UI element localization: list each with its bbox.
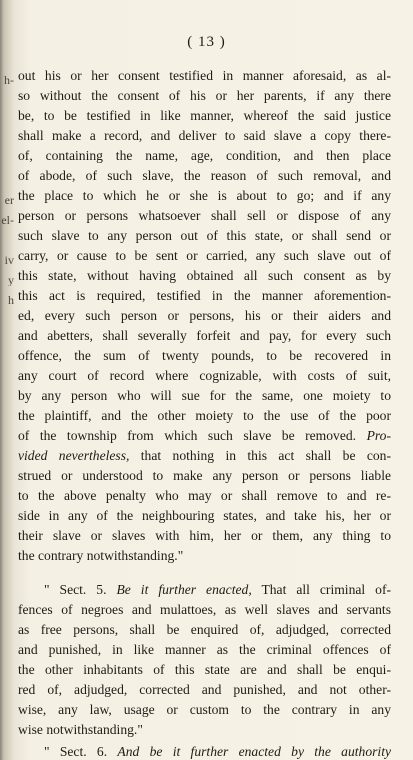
section-label: " Sect. 6. — [44, 744, 108, 759]
section-heading-line — [18, 742, 391, 760]
text-line: the plaintiff, and the other moiety to the use of the poor — [18, 408, 391, 423]
text-line: to the above penalty who may or shall remove to and re- — [18, 488, 391, 503]
text-line: out his or her consent testified in manner aforesaid, as al- — [18, 68, 391, 83]
text-line: shall make a record, and deliver to said slave a copy there- — [18, 128, 391, 143]
text-line-run: That all criminal of- — [251, 582, 391, 597]
text-line: side in any of the neighbouring states, and take his, her or — [18, 508, 391, 523]
text-line: such slave to any person out of this state, or shall send or — [18, 228, 391, 243]
text-line: of, containing the name, age, condition, and then place — [18, 148, 391, 163]
text-line: so without the consent of his or her parents, if any there — [18, 88, 391, 103]
text-line-run: that nothing in this act shall be con- — [129, 448, 391, 463]
text-line: person or persons whatsoever shall sell or dispose of any — [18, 208, 391, 223]
text-line: any court of record where cognizable, with costs of suit, — [18, 368, 391, 383]
text-line: wise notwithstanding." — [18, 722, 143, 737]
text-line: their slave or slaves with him, her or them, any thing to — [18, 528, 391, 543]
text-line: the place to which he or she is about to go; and if any — [18, 188, 391, 203]
text-line: this state, without having obtained all such consent as by — [18, 268, 391, 283]
text-line: and abetters, shall severally forfeit and pay, for every such — [18, 328, 391, 343]
margin-fragment: h- — [4, 74, 14, 86]
text-line: this act is required, testified in the manner aforemention- — [18, 288, 391, 303]
margin-fragment: h — [8, 294, 14, 306]
text-line: strued or understood to make any person or persons liable — [18, 468, 391, 483]
margin-fragment: y — [8, 274, 14, 286]
text-line — [18, 446, 391, 466]
text-line: the other inhabitants of this state are and shall be enqui- — [18, 662, 391, 677]
text-line: and punished, in like manner as the criminal offences of — [18, 642, 391, 657]
section-heading-line — [18, 580, 391, 600]
text-line: as free persons, shall be enquired of, adjudged, corrected — [18, 622, 391, 637]
text-line: be, to be testified in like manner, whereof the said justice — [18, 108, 391, 123]
italic-run: vided nevertheless, — [18, 448, 130, 463]
text-line: the contrary notwithstanding." — [18, 548, 184, 563]
italic-run: Be it further enacted, — [116, 582, 252, 597]
margin-fragment: er — [4, 194, 14, 206]
text-line: red of, adjudged, corrected and punished, and not other- — [18, 682, 391, 697]
text-line — [18, 426, 391, 446]
text-line: ed, every such person or persons, his or their aiders and — [18, 308, 391, 323]
text-line: offence, the sum of twenty pounds, to be recovered in — [18, 348, 391, 363]
facing-page-margin — [0, 60, 14, 740]
margin-fragment: iv — [4, 254, 14, 266]
text-line: by any person who will sue for the same, one moiety to — [18, 388, 391, 403]
page-number: ( 13 ) — [187, 34, 226, 50]
text-line: fences of negroes and mulattoes, as well slaves and servants — [18, 602, 391, 617]
text-line: of abode, of such slave, the reason of such removal, and — [18, 168, 391, 183]
margin-fragment: el- — [1, 214, 14, 226]
text-line-run: of the township from which such slave be removed. — [18, 428, 357, 443]
italic-run: Pro- — [366, 428, 391, 443]
text-line: wise, any law, usage or custom to the contrary in any — [18, 702, 391, 717]
italic-run: And be it further enacted by the authority — [117, 744, 391, 759]
text-line: carry, or cause to be sent or carried, any such slave out of — [18, 248, 391, 263]
section-label: " Sect. 5. — [44, 582, 107, 597]
